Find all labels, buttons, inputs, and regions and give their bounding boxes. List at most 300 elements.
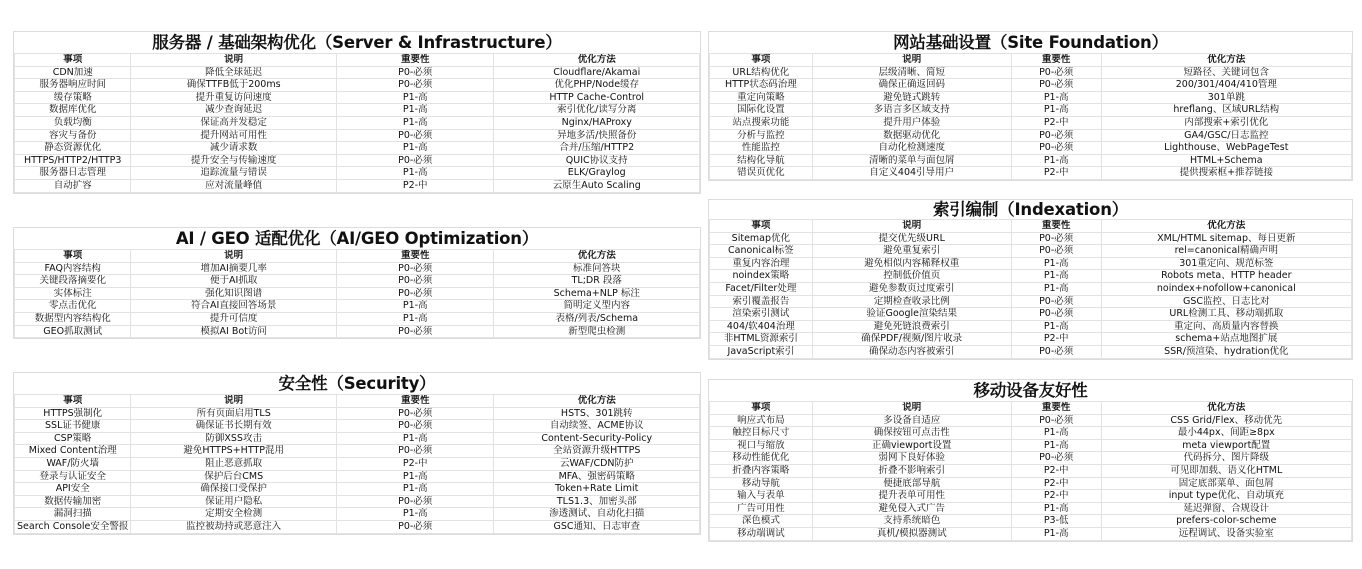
cell-item: Facet/Filter处理 [710,282,813,295]
cell-priority: P0-必须 [1011,129,1101,142]
cell-method: Content-Security-Policy [494,432,700,445]
cell-priority: P0-必须 [336,325,494,338]
server-infrastructure-panel [13,31,701,194]
cell-item: 漏洞扫描 [15,508,131,521]
cell-priority: P0-必须 [1011,79,1101,92]
cell-priority: P0-必须 [336,79,494,92]
table-row [710,295,1352,308]
table-row [15,142,700,155]
site-table [709,53,1352,180]
cell-desc: 监控被劫持或恶意注入 [131,520,337,533]
cell-desc: 防御XSS攻击 [131,432,337,445]
cell-method: SSR/预渲染、hydration优化 [1101,345,1351,358]
column-header-priority: 重要性 [1011,220,1101,233]
cell-item: WAF/防火墙 [15,457,131,470]
cell-method: Cloudflare/Akamai [494,66,700,79]
column-header-priority: 重要性 [1011,54,1101,67]
table-header-row [15,54,700,67]
cell-desc: 提升表单可用性 [812,490,1011,503]
table-row [15,432,700,445]
cell-desc: 降低全球延迟 [131,66,337,79]
cell-desc: 保护后台CMS [131,470,337,483]
cell-desc: 清晰的菜单与面包屑 [812,154,1011,167]
column-header-desc: 说明 [131,250,337,263]
cell-method: Token+Rate Limit [494,483,700,496]
cell-priority: P1-高 [1011,257,1101,270]
table-row [15,154,700,167]
cell-item: 登录与认证安全 [15,470,131,483]
cell-desc: 便捷底部导航 [812,477,1011,490]
site-foundation-title: 网站基础设置（Site Foundation） [893,33,1168,52]
cell-desc: 减少查询延迟 [131,104,337,117]
cell-priority: P0-必须 [1011,232,1101,245]
cell-desc: 控制低价值页 [812,270,1011,283]
table-row [710,142,1352,155]
cell-method: 远程调试、设备实验室 [1101,527,1351,540]
cell-desc: 保证用户隐私 [131,495,337,508]
cell-item: API安全 [15,483,131,496]
mobile-friendly-panel [708,379,1353,542]
cell-method: 新型爬虫检测 [494,325,700,338]
table-row [710,167,1352,180]
cell-priority: P1-高 [1011,282,1101,295]
cell-desc: 验证Google渲染结果 [812,308,1011,321]
table-row [15,470,700,483]
cell-desc: 确保动态内容被索引 [812,345,1011,358]
cell-desc: 真机/模拟器测试 [812,527,1011,540]
cell-item: 实体标注 [15,287,131,300]
cell-desc: 避免相似内容稀释权重 [812,257,1011,270]
column-header-desc: 说明 [812,220,1011,233]
cell-item: 站点搜索功能 [710,116,813,129]
table-row [15,287,700,300]
cell-desc: 提升网站可用性 [131,129,337,142]
column-header-method: 优化方法 [494,54,700,67]
cell-desc: 应对流量峰值 [131,179,337,192]
cell-desc: 自动化检测速度 [812,142,1011,155]
cell-item: 关键段落摘要化 [15,275,131,288]
table-row [710,91,1352,104]
table-row [15,407,700,420]
table-row [710,515,1352,528]
cell-priority: P3-低 [1011,515,1101,528]
column-header-priority: 重要性 [336,54,494,67]
table-row [15,116,700,129]
table-row [710,452,1352,465]
cell-desc: 弱网下良好体验 [812,452,1011,465]
cell-item: Search Console安全警报 [15,520,131,533]
table-row [710,116,1352,129]
cell-priority: P0-必须 [336,520,494,533]
cell-item: Canonical标签 [710,245,813,258]
cell-item: 渲染索引测试 [710,308,813,321]
cell-method: input type优化、自动填充 [1101,490,1351,503]
cell-method: GSC监控、日志比对 [1101,295,1351,308]
cell-desc: 提升可信度 [131,312,337,325]
cell-method: 渗透测试、自动化扫描 [494,508,700,521]
cell-method: 优化PHP/Node缓存 [494,79,700,92]
cell-item: 自动扩容 [15,179,131,192]
cell-priority: P0-必须 [336,154,494,167]
cell-priority: P1-高 [336,508,494,521]
indexation-title: 索引编制（Indexation） [932,200,1129,219]
cell-desc: 正确viewport设置 [812,439,1011,452]
cell-priority: P1-高 [1011,91,1101,104]
table-row [710,270,1352,283]
cell-priority: P0-必须 [1011,66,1101,79]
cell-desc: 避免重复索引 [812,245,1011,258]
table-row [15,91,700,104]
cell-method: QUIC协议支持 [494,154,700,167]
cell-desc: 确保接口受保护 [131,483,337,496]
table-header-row [710,54,1352,67]
cell-item: CSP策略 [15,432,131,445]
cell-method: hreflang、区域URL结构 [1101,104,1351,117]
cell-desc: 提交优先级URL [812,232,1011,245]
cell-method: noindex+nofollow+canonical [1101,282,1351,295]
cell-item: 广告可用性 [710,502,813,515]
site-foundation-panel [708,31,1353,181]
cell-item: 移动性能优化 [710,452,813,465]
cell-priority: P0-必须 [1011,245,1101,258]
cell-item: 结构化导航 [710,154,813,167]
cell-priority: P1-高 [336,483,494,496]
cell-item: 移动端调试 [710,527,813,540]
table-row [710,439,1352,452]
cell-method: 索引优化/读写分离 [494,104,700,117]
cell-method: MFA、强密码策略 [494,470,700,483]
cell-method: 自动续签、ACME协议 [494,420,700,433]
column-header-method: 优化方法 [494,250,700,263]
cell-item: GEO抓取测试 [15,325,131,338]
table-row [710,308,1352,321]
cell-priority: P2-中 [1011,490,1101,503]
table-row [15,167,700,180]
cell-priority: P0-必须 [336,275,494,288]
cell-method: 可见即加载、语义化HTML [1101,464,1351,477]
cell-desc: 确保证书长期有效 [131,420,337,433]
column-header-priority: 重要性 [336,395,494,408]
cell-desc: 避免链式跳转 [812,91,1011,104]
cell-item: 错误页优化 [710,167,813,180]
table-row [710,232,1352,245]
cell-method: 合并/压缩/HTTP2 [494,142,700,155]
cell-item: 容灾与备份 [15,129,131,142]
cell-item: 索引覆盖报告 [710,295,813,308]
column-header-item: 事项 [15,395,131,408]
cell-priority: P1-高 [1011,104,1101,117]
column-header-item: 事项 [710,220,813,233]
table-row [710,129,1352,142]
cell-item: Mixed Content治理 [15,445,131,458]
cell-item: 分析与监控 [710,129,813,142]
table-row [15,262,700,275]
column-header-desc: 说明 [812,402,1011,415]
cell-item: 服务器日志管理 [15,167,131,180]
cell-item: 服务器响应时间 [15,79,131,92]
table-row [15,495,700,508]
cell-priority: P1-高 [336,312,494,325]
cell-priority: P2-中 [336,179,494,192]
table-row [710,245,1352,258]
cell-item: 输入与表单 [710,490,813,503]
cell-priority: P1-高 [336,432,494,445]
indexation-panel [708,199,1353,360]
cell-item: 触控目标尺寸 [710,427,813,440]
cell-item: 折叠内容策略 [710,464,813,477]
cell-priority: P2-中 [1011,116,1101,129]
server-table [14,53,700,193]
cell-item: FAQ内容结构 [15,262,131,275]
table-row [710,257,1352,270]
cell-desc: 避免HTTPS+HTTP混用 [131,445,337,458]
column-header-item: 事项 [710,54,813,67]
security-panel [13,372,701,535]
cell-item: 重定向策略 [710,91,813,104]
cell-method: rel=canonical精确声明 [1101,245,1351,258]
table-row [710,345,1352,358]
cell-desc: 提升安全与传输速度 [131,154,337,167]
column-header-method: 优化方法 [494,395,700,408]
cell-desc: 保证高并发稳定 [131,116,337,129]
cell-method: 云WAF/CDN防护 [494,457,700,470]
table-row [710,502,1352,515]
cell-method: 异地多活/快照备份 [494,129,700,142]
cell-priority: P1-高 [336,91,494,104]
cell-item: 数据型内容结构化 [15,312,131,325]
cell-item: 视口与缩放 [710,439,813,452]
cell-item: HTTPS强制化 [15,407,131,420]
table-row [710,154,1352,167]
cell-desc: 确保PDF/视频/图片收录 [812,333,1011,346]
cell-method: 内部搜索+索引优化 [1101,116,1351,129]
cell-priority: P0-必须 [1011,414,1101,427]
cell-priority: P0-必须 [336,495,494,508]
cell-method: prefers-color-scheme [1101,515,1351,528]
cell-item: 移动导航 [710,477,813,490]
table-header-row [15,395,700,408]
table-row [15,312,700,325]
table-row [710,79,1352,92]
cell-priority: P0-必须 [336,129,494,142]
cell-item: Sitemap优化 [710,232,813,245]
cell-priority: P1-高 [336,167,494,180]
ai-geo-title: AI / GEO 适配优化（AI/GEO Optimization） [175,229,539,248]
cell-method: 301单跳 [1101,91,1351,104]
column-header-desc: 说明 [131,54,337,67]
cell-method: Robots meta、HTTP header [1101,270,1351,283]
cell-priority: P0-必须 [1011,452,1101,465]
cell-item: 重复内容治理 [710,257,813,270]
cell-item: 响应式布局 [710,414,813,427]
cell-method: TLS1.3、加密头部 [494,495,700,508]
cell-item: 静态资源优化 [15,142,131,155]
table-row [710,66,1352,79]
cell-item: 负载均衡 [15,116,131,129]
column-header-priority: 重要性 [336,250,494,263]
index-table [709,219,1352,359]
cell-desc: 数据驱动优化 [812,129,1011,142]
table-row [710,333,1352,346]
column-header-method: 优化方法 [1101,54,1351,67]
cell-method: 提供搜索框+推荐链接 [1101,167,1351,180]
security-table [14,394,700,534]
cell-method: 固定底部菜单、面包屑 [1101,477,1351,490]
table-row [710,104,1352,117]
cell-method: HSTS、301跳转 [494,407,700,420]
cell-desc: 确保正确返回码 [812,79,1011,92]
table-row [15,457,700,470]
cell-method: GSC通知、日志审查 [494,520,700,533]
cell-desc: 追踪流量与错误 [131,167,337,180]
cell-item: 性能监控 [710,142,813,155]
cell-priority: P1-高 [1011,154,1101,167]
table-row [15,520,700,533]
table-header-row [710,220,1352,233]
table-row [15,445,700,458]
cell-priority: P2-中 [1011,333,1101,346]
cell-item: 404/软404治理 [710,320,813,333]
cell-method: schema+站点地图扩展 [1101,333,1351,346]
cell-priority: P1-高 [336,470,494,483]
cell-item: 零点击优化 [15,300,131,313]
cell-desc: 确保TTFB低于200ms [131,79,337,92]
cell-desc: 多语言多区域支持 [812,104,1011,117]
cell-desc: 所有页面启用TLS [131,407,337,420]
cell-desc: 避免参数页过度索引 [812,282,1011,295]
cell-method: 简明定义型内容 [494,300,700,313]
cell-item: HTTPS/HTTP2/HTTP3 [15,154,131,167]
cell-method: 标准问答块 [494,262,700,275]
cell-priority: P1-高 [336,104,494,117]
column-header-method: 优化方法 [1101,402,1351,415]
cell-priority: P1-高 [1011,439,1101,452]
table-row [710,414,1352,427]
cell-desc: 符合AI直接回答场景 [131,300,337,313]
cell-desc: 减少请求数 [131,142,337,155]
cell-item: 非HTML资源索引 [710,333,813,346]
mobile-table [709,401,1352,541]
cell-method: 全站资源升级HTTPS [494,445,700,458]
cell-method: HTML+Schema [1101,154,1351,167]
cell-item: HTTP状态码治理 [710,79,813,92]
column-header-item: 事项 [15,54,131,67]
cell-method: Schema+NLP 标注 [494,287,700,300]
cell-desc: 便于AI抓取 [131,275,337,288]
cell-desc: 多设备自适应 [812,414,1011,427]
security-title: 安全性（Security） [278,374,436,393]
cell-item: 数据传输加密 [15,495,131,508]
table-row [15,179,700,192]
table-row [710,320,1352,333]
cell-priority: P2-中 [1011,464,1101,477]
column-header-desc: 说明 [812,54,1011,67]
table-row [710,527,1352,540]
table-row [710,464,1352,477]
table-row [15,66,700,79]
table-row [710,490,1352,503]
table-row [710,427,1352,440]
cell-priority: P1-高 [336,300,494,313]
cell-priority: P0-必须 [1011,345,1101,358]
cell-desc: 定期检查收录比例 [812,295,1011,308]
table-row [15,420,700,433]
cell-priority: P1-高 [1011,320,1101,333]
cell-priority: P1-高 [1011,502,1101,515]
cell-method: Nginx/HAProxy [494,116,700,129]
column-header-method: 优化方法 [1101,220,1351,233]
cell-method: XML/HTML sitemap、每日更新 [1101,232,1351,245]
column-header-priority: 重要性 [1011,402,1101,415]
table-row [15,508,700,521]
cell-method: 301重定向、规范标签 [1101,257,1351,270]
cell-desc: 阻止恶意抓取 [131,457,337,470]
column-header-desc: 说明 [131,395,337,408]
cell-method: 200/301/404/410管理 [1101,79,1351,92]
cell-desc: 提升用户体验 [812,116,1011,129]
cell-priority: P0-必须 [336,262,494,275]
column-header-item: 事项 [710,402,813,415]
cell-priority: P0-必须 [1011,295,1101,308]
table-row [710,477,1352,490]
table-header-row [15,250,700,263]
cell-item: URL结构优化 [710,66,813,79]
cell-method: URL检测工具、移动端抓取 [1101,308,1351,321]
cell-method: 云原生Auto Scaling [494,179,700,192]
cell-item: 国际化设置 [710,104,813,117]
cell-method: 代码拆分、图片降级 [1101,452,1351,465]
cell-priority: P2-中 [336,457,494,470]
cell-method: 重定向、高质量内容替换 [1101,320,1351,333]
table-row [15,79,700,92]
ai-geo-panel [13,227,701,339]
cell-desc: 支持系统暗色 [812,515,1011,528]
cell-method: ELK/Graylog [494,167,700,180]
cell-priority: P0-必须 [336,66,494,79]
table-row [15,325,700,338]
cell-method: meta viewport配置 [1101,439,1351,452]
cell-desc: 提升重复访问速度 [131,91,337,104]
table-row [710,282,1352,295]
cell-item: CDN加速 [15,66,131,79]
ai-table [14,249,700,338]
cell-priority: P0-必须 [336,287,494,300]
cell-item: SSL证书健康 [15,420,131,433]
cell-desc: 避免侵入式广告 [812,502,1011,515]
cell-desc: 模拟AI Bot访问 [131,325,337,338]
table-row [15,129,700,142]
cell-priority: P0-必须 [336,407,494,420]
table-row [15,300,700,313]
table-header-row [710,402,1352,415]
cell-item: 缓存策略 [15,91,131,104]
cell-method: 表格/列表/Schema [494,312,700,325]
cell-priority: P1-高 [1011,270,1101,283]
cell-item: JavaScript索引 [710,345,813,358]
cell-priority: P0-必须 [1011,142,1101,155]
cell-desc: 增加AI摘要几率 [131,262,337,275]
cell-method: GA4/GSC/日志监控 [1101,129,1351,142]
table-row [15,483,700,496]
mobile-friendly-title: 移动设备友好性 [973,381,1088,400]
server-infrastructure-title: 服务器 / 基础架构优化（Server & Infrastructure） [152,33,562,52]
cell-priority: P0-必须 [1011,308,1101,321]
cell-method: TL;DR 段落 [494,275,700,288]
cell-desc: 定期安全检测 [131,508,337,521]
cell-desc: 折叠不影响索引 [812,464,1011,477]
cell-desc: 层级清晰、简短 [812,66,1011,79]
cell-method: Lighthouse、WebPageTest [1101,142,1351,155]
